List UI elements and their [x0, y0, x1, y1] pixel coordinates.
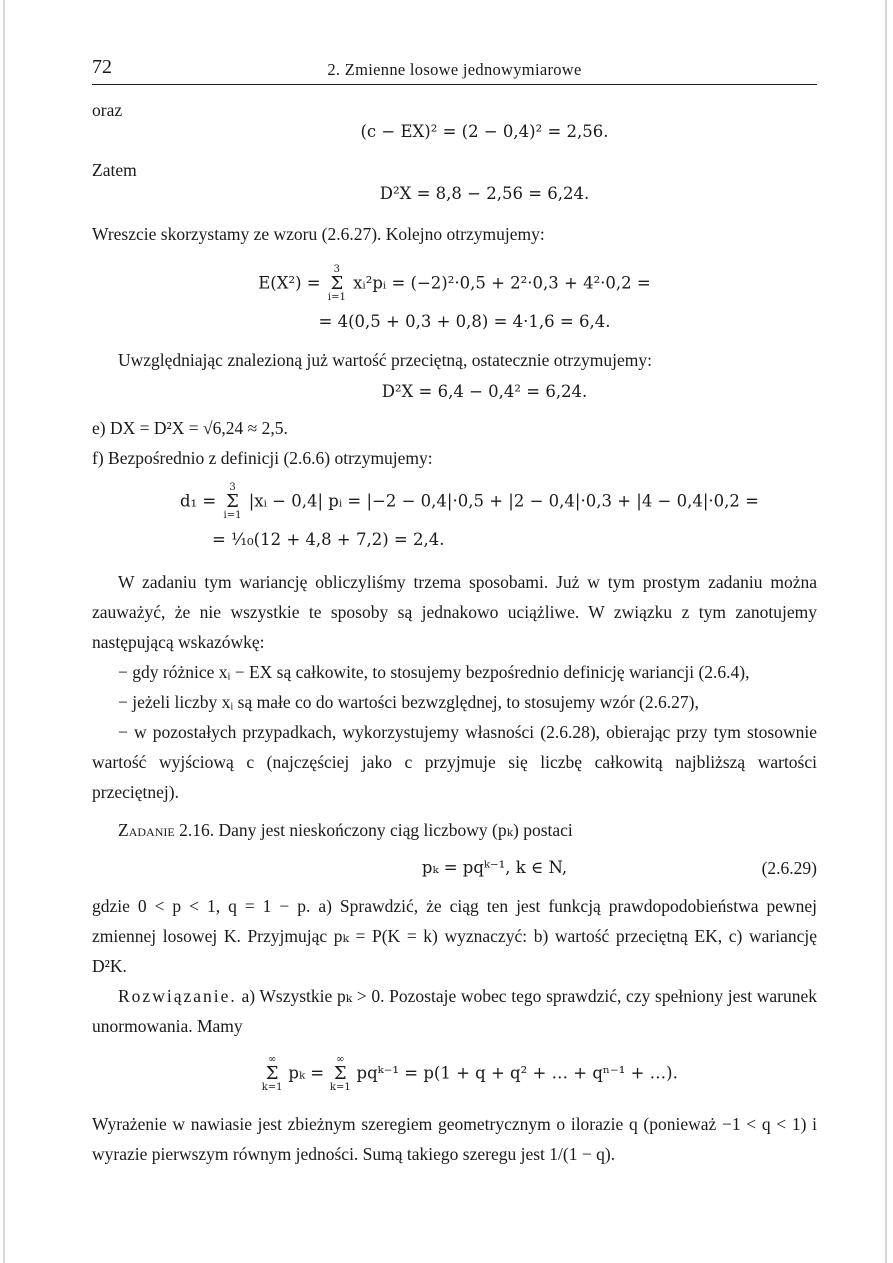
- equation-2-6-29: [92, 853, 817, 885]
- sum-symbol: [222, 483, 244, 521]
- equation-7: [92, 1055, 817, 1093]
- paragraph-uwzgledniajac: Uwzględniając znalezioną już wartość przeciętną, ostatecznie otrzymujemy:: [118, 350, 652, 370]
- hint-item-2: − jeżeli liczby xᵢ są małe co do wartości bezwzględnej, to stosujemy wzór (2.6.27),: [118, 692, 699, 712]
- equation-3: [92, 265, 817, 303]
- equation-1: (c − EX)² = (2 − 0,4)² = 2,56.: [360, 122, 609, 141]
- equation-3-continued: = 4(0,5 + 0,3 + 0,8) = 4·1,6 = 6,4.: [318, 312, 611, 331]
- equation-number: (2.6.29): [761, 858, 817, 878]
- solution-label: Rozwiązanie.: [118, 986, 237, 1006]
- equation-2: D²X = 8,8 − 2,56 = 6,24.: [379, 184, 590, 203]
- exercise-label: Zadanie: [118, 820, 175, 840]
- sum-lower-limit: k=1: [329, 1082, 351, 1093]
- page-edge-left: [3, 0, 5, 1263]
- item-f: f) Bezpośrednio z definicji (2.6.6) otrzymujemy:: [92, 448, 433, 468]
- page-number: 72: [92, 56, 112, 78]
- page-edge-right: [885, 0, 887, 1263]
- sum-lower-limit: i=1: [223, 510, 242, 521]
- sum-symbol: [326, 265, 348, 303]
- sum-symbol: [261, 1055, 283, 1093]
- hint-item-1: − gdy różnice xᵢ − EX są całkowite, to stosujemy bezpośrednio definicję wariancji (2.6.4),: [118, 662, 750, 682]
- running-title: 2. Zmienne losowe jednowymiarowe: [327, 60, 582, 79]
- sum-upper-limit: ∞: [267, 1054, 277, 1065]
- sum-lower-limit: k=1: [261, 1082, 283, 1093]
- equation-7-middle: pₖ =: [288, 1063, 325, 1083]
- word-zatem: Zatem: [92, 160, 137, 180]
- equation-5-lhs: d₁ =: [180, 491, 217, 511]
- sigma-icon: Σ: [265, 1063, 279, 1084]
- sigma-icon: Σ: [226, 491, 239, 512]
- sum-upper-limit: 3: [229, 482, 236, 493]
- sum-lower-limit: i=1: [327, 292, 346, 303]
- page-body: [92, 95, 817, 1169]
- exercise-2-16: [92, 815, 817, 845]
- hint-item-3: − w pozostałych przypadkach, wykorzystujemy własności (2.6.28), obierając przy tym stosownie wartość wyjściową c (najczęściej jako c przyjmuje się liczbę całkowitą najbliższą wartości przeciętnej).: [92, 722, 817, 802]
- paragraph-gdzie: gdzie 0 < p < 1, q = 1 − p. a) Sprawdzić, że ciąg ten jest funkcją prawdopodobieństwa pewnej zmiennej losowej K. Przyjmując pₖ = P(K = k) wyznaczyć: b) wartość przeciętną EK, c) wariancję D²K.: [92, 896, 817, 976]
- page-header: [92, 56, 817, 85]
- sum-upper-limit: 3: [333, 264, 341, 275]
- sum-upper-limit: ∞: [336, 1054, 345, 1065]
- equation-5-rhs: |xᵢ − 0,4| pᵢ = |−2 − 0,4|·0,5 + |2 − 0,4|·0,3 + |4 − 0,4|·0,2 =: [248, 491, 759, 511]
- equation-5-continued: = ¹⁄₁₀(12 + 4,8 + 7,2) = 2,4.: [212, 530, 445, 549]
- sum-symbol: [329, 1055, 351, 1093]
- exercise-text: 2.16. Dany jest nieskończony ciąg liczbowy (pₖ) postaci: [179, 820, 573, 840]
- solution-text: a) Wszystkie pₖ > 0. Pozostaje wobec tego sprawdzić, czy spełniony jest warunek unormowania. Mamy: [92, 986, 817, 1036]
- item-e: e) DX = D²X = √6,24 ≈ 2,5.: [92, 418, 288, 438]
- paragraph-wreszcie: Wreszcie skorzystamy ze wzoru (2.6.27). Kolejno otrzymujemy:: [92, 224, 545, 244]
- equation-4: D²X = 6,4 − 0,4² = 6,24.: [381, 382, 588, 401]
- paragraph-w-zadaniu: W zadaniu tym wariancję obliczyliśmy trzema sposobami. Już w tym prostym zadaniu można zauważyć, że nie wszystkie te sposoby są jednakowo uciążliwe. W związku z tym zanotujemy następującą wskazówkę:: [92, 572, 817, 652]
- sigma-icon: Σ: [330, 273, 344, 294]
- word-oraz: oraz: [92, 100, 123, 120]
- equation-7-rhs: pqᵏ⁻¹ = p(1 + q + q² + … + qⁿ⁻¹ + …).: [356, 1063, 678, 1083]
- equation-3-rhs: xᵢ²pᵢ = (−2)²·0,5 + 2²·0,3 + 4²·0,2 =: [353, 273, 651, 293]
- sigma-icon: Σ: [333, 1063, 347, 1084]
- equation-3-lhs: E(X²) =: [258, 273, 321, 293]
- equation-5: [92, 483, 817, 521]
- solution-paragraph: [92, 981, 817, 1041]
- paragraph-wyrazenie: Wyrażenie w nawiasie jest zbieżnym szeregiem geometrycznym o ilorazie q (ponieważ −1 < q < 1) i wyrazie pierwszym równym jedności. Sumą takiego szeregu jest 1/(1 − q).: [92, 1114, 817, 1164]
- equation-6: pₖ = pqᵏ⁻¹, k ∈ N,: [421, 858, 568, 877]
